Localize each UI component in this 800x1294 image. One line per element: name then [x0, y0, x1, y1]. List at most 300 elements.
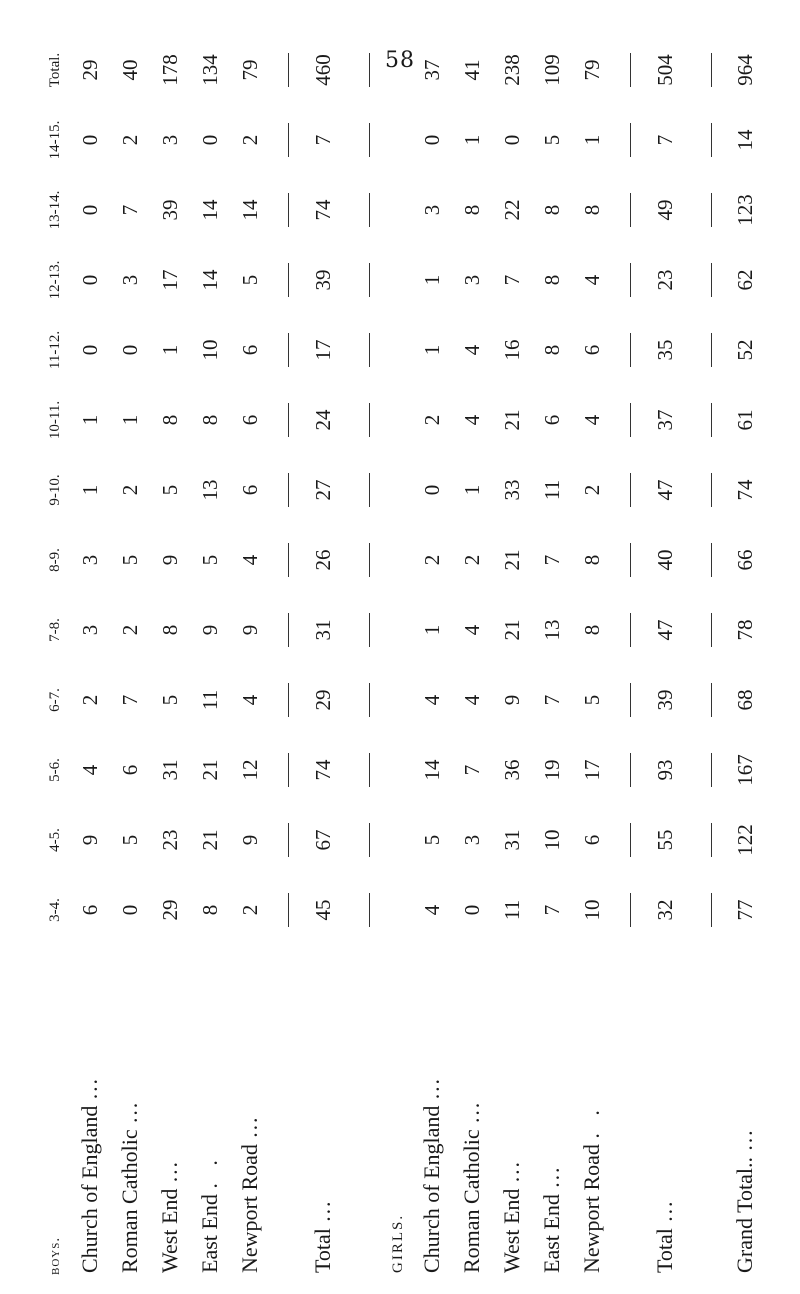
- table-cell: 6: [579, 834, 604, 846]
- header-cell: 9-10.: [46, 474, 63, 506]
- rule-cell: [270, 665, 295, 735]
- table-cell: 460: [310, 54, 335, 86]
- rule-cell: [612, 735, 637, 805]
- table-cell: 21: [197, 759, 222, 781]
- table-cell: 8: [579, 554, 604, 566]
- table-cell: 49: [652, 199, 677, 221]
- table-cell: 41: [459, 59, 484, 81]
- table-cell: 7: [310, 134, 335, 146]
- table-cell: 178: [157, 54, 182, 86]
- table-cell: 1: [77, 414, 102, 426]
- rule-line: [288, 613, 289, 647]
- table-cell: 10: [539, 829, 564, 851]
- table-cell: 6: [237, 414, 262, 426]
- table-cell: 3: [459, 274, 484, 286]
- table-cell: 7: [539, 904, 564, 916]
- rule-cell: [693, 665, 718, 735]
- rule-cell: [270, 525, 295, 595]
- row-label: [492, 945, 532, 1275]
- header-cell: Total.: [46, 52, 63, 88]
- rule-line: [630, 613, 631, 647]
- boys-row: [190, 35, 230, 1275]
- rule-cell: [270, 245, 295, 315]
- rule-cell: [693, 805, 718, 875]
- rule-line: [288, 263, 289, 297]
- table-cell: 31: [157, 759, 182, 781]
- rule-spacer: [612, 945, 637, 1275]
- table-cell: 9: [499, 694, 524, 706]
- total-rule: [351, 35, 376, 1275]
- rule-line: [711, 263, 712, 297]
- row-label-text: Newport Road: [237, 1144, 262, 1273]
- table-cell: 1: [459, 134, 484, 146]
- leader-dots: . .: [579, 1104, 604, 1139]
- table-cell: 17: [310, 339, 335, 361]
- table-cell: 4: [579, 274, 604, 286]
- row-label: [150, 945, 190, 1275]
- table-cell: 52: [732, 339, 757, 361]
- boys-row: [70, 35, 110, 1275]
- rule-line: [711, 333, 712, 367]
- table-cell: 66: [732, 549, 757, 571]
- table-cell: 40: [652, 549, 677, 571]
- table-cell: 3: [419, 204, 444, 216]
- table-cell: 238: [499, 54, 524, 86]
- leader-dots: …: [539, 1160, 564, 1189]
- rule-line: [369, 193, 370, 227]
- header-cell: 5-6.: [46, 758, 63, 782]
- rule-cell: [351, 665, 376, 735]
- table-cell: 13: [539, 619, 564, 641]
- table-cell: 23: [652, 269, 677, 291]
- table-cell: 23: [157, 829, 182, 851]
- table-cell: 504: [652, 54, 677, 86]
- table-cell: 10: [197, 339, 222, 361]
- rotated-table-page: [40, 35, 760, 1275]
- rule-cell: [270, 455, 295, 525]
- total-rule: [270, 35, 295, 1275]
- header-cell: 4-5.: [46, 828, 63, 852]
- table-cell: 6: [77, 904, 102, 916]
- table-cell: 6: [237, 484, 262, 496]
- table-cell: 5: [237, 274, 262, 286]
- table-cell: 8: [539, 204, 564, 216]
- girls-row: [532, 35, 572, 1275]
- rule-cell: [270, 595, 295, 665]
- table-cell: 11: [499, 899, 524, 921]
- row-label-text: East End: [539, 1194, 564, 1273]
- rule-line: [711, 683, 712, 717]
- rule-line: [369, 473, 370, 507]
- table-cell: 67: [310, 829, 335, 851]
- gap-cell: [376, 35, 384, 1275]
- row-label-text: Grand Total..: [732, 1157, 757, 1273]
- table-cell: 62: [732, 269, 757, 291]
- table-cell: 167: [732, 754, 757, 786]
- row-label: [295, 945, 351, 1275]
- table-cell: 1: [117, 414, 142, 426]
- boys-row: [150, 35, 190, 1275]
- leader-dots: …: [77, 1072, 102, 1101]
- table-cell: 79: [237, 59, 262, 81]
- rule-line: [711, 473, 712, 507]
- girls-total-row: [637, 35, 693, 1275]
- table-cell: 47: [652, 479, 677, 501]
- rule-cell: [270, 385, 295, 455]
- table-cell: 6: [237, 344, 262, 356]
- table-cell: 55: [652, 829, 677, 851]
- header-cell: 6-7.: [46, 688, 63, 712]
- rule-cell: [612, 385, 637, 455]
- grand-total-row: [718, 35, 772, 1275]
- section-label-girls: GIRLS.: [389, 1213, 406, 1273]
- rule-line: [630, 263, 631, 297]
- table-cell: 21: [499, 409, 524, 431]
- page-number: 58: [385, 48, 415, 73]
- rule-line: [630, 543, 631, 577]
- rule-line: [288, 123, 289, 157]
- rule-line: [711, 893, 712, 927]
- total-rule: [693, 35, 718, 1275]
- table-cell: 123: [732, 194, 757, 226]
- row-label: [452, 945, 492, 1275]
- rule-cell: [270, 735, 295, 805]
- header-row: [40, 35, 70, 1275]
- table-cell: 2: [77, 694, 102, 706]
- table-cell: 0: [77, 204, 102, 216]
- rule-cell: [612, 595, 637, 665]
- table-cell: 68: [732, 689, 757, 711]
- row-label: [110, 945, 150, 1275]
- table-cell: 74: [310, 199, 335, 221]
- table-cell: 74: [310, 759, 335, 781]
- table-cell: 4: [419, 694, 444, 706]
- table-cell: 2: [237, 904, 262, 916]
- table-cell: 3: [117, 274, 142, 286]
- table-cell: 7: [539, 554, 564, 566]
- rule-line: [369, 263, 370, 297]
- rule-cell: [351, 105, 376, 175]
- table-cell: 0: [419, 484, 444, 496]
- row-label: [572, 945, 612, 1275]
- table-cell: 31: [499, 829, 524, 851]
- table-cell: 2: [419, 554, 444, 566]
- table-cell: 8: [579, 624, 604, 636]
- header-cell: 3-4.: [46, 898, 63, 922]
- table-cell: 32: [652, 899, 677, 921]
- table-cell: 24: [310, 409, 335, 431]
- rule-line: [288, 683, 289, 717]
- table-cell: 27: [310, 479, 335, 501]
- row-label: [412, 945, 452, 1275]
- table-cell: 39: [157, 199, 182, 221]
- table-cell: 79: [579, 59, 604, 81]
- table-cell: 4: [237, 694, 262, 706]
- leader-dots: …: [117, 1095, 142, 1124]
- rule-cell: [612, 525, 637, 595]
- table-cell: 7: [117, 204, 142, 216]
- rule-cell: [693, 735, 718, 805]
- girls-row: [572, 35, 612, 1275]
- table-cell: 7: [652, 134, 677, 146]
- table-cell: 8: [539, 344, 564, 356]
- rule-line: [369, 823, 370, 857]
- rule-line: [711, 543, 712, 577]
- table-cell: 0: [77, 134, 102, 146]
- rule-spacer: [693, 945, 718, 1275]
- row-label: [70, 945, 110, 1275]
- table-cell: 1: [459, 484, 484, 496]
- table-cell: 6: [117, 764, 142, 776]
- rule-cell: [693, 525, 718, 595]
- rule-line: [288, 473, 289, 507]
- rule-cell: [270, 35, 295, 105]
- header-cell: 14-15.: [46, 120, 63, 160]
- rule-cell: [693, 175, 718, 245]
- rule-cell: [351, 525, 376, 595]
- table-cell: 11: [539, 479, 564, 501]
- rule-line: [630, 193, 631, 227]
- rule-cell: [351, 735, 376, 805]
- table-cell: 4: [459, 414, 484, 426]
- table-cell: 8: [197, 414, 222, 426]
- table-cell: 0: [117, 904, 142, 916]
- table-cell: 16: [499, 339, 524, 361]
- header-cell: 11-12.: [46, 330, 63, 370]
- row-label: [718, 945, 772, 1275]
- table-cell: 21: [499, 619, 524, 641]
- rule-line: [369, 893, 370, 927]
- table-cell: 4: [419, 904, 444, 916]
- table-cell: 2: [117, 484, 142, 496]
- rule-spacer: [351, 945, 376, 1275]
- table-cell: 78: [732, 619, 757, 641]
- rule-line: [369, 683, 370, 717]
- rule-line: [369, 403, 370, 437]
- table-cell: 1: [157, 344, 182, 356]
- row-label-text: Total: [310, 1228, 335, 1273]
- table-cell: 14: [237, 199, 262, 221]
- rule-cell: [612, 105, 637, 175]
- row-label-text: Roman Catholic: [117, 1129, 142, 1273]
- table-cell: 31: [310, 619, 335, 641]
- rule-cell: [693, 315, 718, 385]
- table-cell: 45: [310, 899, 335, 921]
- table-cell: 37: [419, 59, 444, 81]
- rule-cell: [693, 245, 718, 315]
- boys-row: [110, 35, 150, 1275]
- row-label: [190, 945, 230, 1275]
- row-label: [637, 945, 693, 1275]
- rule-line: [288, 333, 289, 367]
- table-cell: 77: [732, 899, 757, 921]
- rule-line: [369, 123, 370, 157]
- table-cell: 2: [117, 134, 142, 146]
- table-cell: 9: [237, 624, 262, 636]
- rule-cell: [612, 315, 637, 385]
- table-cell: 21: [499, 549, 524, 571]
- table-cell: 9: [77, 834, 102, 846]
- rule-cell: [270, 875, 295, 945]
- table-cell: 2: [419, 414, 444, 426]
- rule-cell: [351, 805, 376, 875]
- rule-line: [630, 683, 631, 717]
- row-label-text: Church of England: [419, 1105, 444, 1273]
- leader-dots: …: [310, 1194, 335, 1223]
- table-cell: 0: [77, 274, 102, 286]
- row-label-text: Total: [652, 1228, 677, 1273]
- row-label-text: East End: [197, 1194, 222, 1273]
- girls-row: [412, 35, 452, 1275]
- rule-line: [630, 823, 631, 857]
- table-cell: 5: [117, 834, 142, 846]
- section-label-boys: boys.: [46, 1236, 63, 1275]
- leader-dots: …: [499, 1155, 524, 1184]
- table-cell: 14: [197, 199, 222, 221]
- rule-cell: [351, 455, 376, 525]
- rule-line: [288, 53, 289, 87]
- table-cell: 26: [310, 549, 335, 571]
- table-cell: 0: [419, 134, 444, 146]
- table-cell: 3: [77, 554, 102, 566]
- table-cell: 12: [237, 759, 262, 781]
- table-cell: 134: [197, 54, 222, 86]
- rule-line: [630, 53, 631, 87]
- rule-cell: [693, 105, 718, 175]
- leader-dots: …: [237, 1110, 262, 1139]
- rule-line: [630, 333, 631, 367]
- rule-cell: [693, 875, 718, 945]
- row-label-text: Newport Road: [579, 1144, 604, 1273]
- leader-dots: …: [652, 1194, 677, 1223]
- header-cell: 10-11.: [46, 400, 63, 440]
- leader-dots: …: [459, 1095, 484, 1124]
- table-cell: 9: [237, 834, 262, 846]
- table-cell: 1: [419, 344, 444, 356]
- table-cell: 29: [310, 689, 335, 711]
- table-cell: 21: [197, 829, 222, 851]
- rule-line: [630, 753, 631, 787]
- table-cell: 37: [652, 409, 677, 431]
- table-cell: 6: [579, 344, 604, 356]
- rule-cell: [351, 385, 376, 455]
- table-cell: 4: [459, 694, 484, 706]
- table-cell: 0: [499, 134, 524, 146]
- rule-line: [288, 823, 289, 857]
- rule-cell: [351, 175, 376, 245]
- table-cell: 109: [539, 54, 564, 86]
- table-cell: 7: [499, 274, 524, 286]
- rule-line: [369, 613, 370, 647]
- rule-cell: [270, 105, 295, 175]
- rule-line: [369, 753, 370, 787]
- section-heading-girls: [384, 35, 412, 1275]
- rule-line: [288, 403, 289, 437]
- table-cell: 1: [419, 624, 444, 636]
- rule-cell: [270, 175, 295, 245]
- table-cell: 1: [419, 274, 444, 286]
- table-cell: 17: [579, 759, 604, 781]
- leader-dots: …: [732, 1123, 757, 1152]
- table-cell: 33: [499, 479, 524, 501]
- section-gap: [376, 35, 384, 1275]
- table-cell: 2: [237, 134, 262, 146]
- rule-cell: [351, 245, 376, 315]
- table-cell: 14: [419, 759, 444, 781]
- rule-line: [288, 893, 289, 927]
- row-label-text: West End: [499, 1188, 524, 1273]
- rule-line: [369, 333, 370, 367]
- table-cell: 5: [117, 554, 142, 566]
- rule-cell: [351, 875, 376, 945]
- rule-line: [630, 893, 631, 927]
- rule-line: [630, 123, 631, 157]
- rule-line: [630, 403, 631, 437]
- rule-cell: [612, 245, 637, 315]
- table-cell: 4: [459, 624, 484, 636]
- boys-total-row: [295, 35, 351, 1275]
- rule-line: [288, 193, 289, 227]
- table-cell: 61: [732, 409, 757, 431]
- rule-cell: [612, 875, 637, 945]
- rule-line: [369, 543, 370, 577]
- table-cell: 122: [732, 824, 757, 856]
- table-cell: 2: [459, 554, 484, 566]
- rule-cell: [693, 35, 718, 105]
- table-cell: 5: [419, 834, 444, 846]
- row-label-text: Church of England: [77, 1105, 102, 1273]
- header-cell: 8-9.: [46, 548, 63, 572]
- rule-line: [711, 53, 712, 87]
- table-cell: 29: [157, 899, 182, 921]
- table-cell: 5: [157, 484, 182, 496]
- table-cell: 2: [117, 624, 142, 636]
- rule-cell: [270, 315, 295, 385]
- table-cell: 0: [459, 904, 484, 916]
- table-cell: 7: [459, 764, 484, 776]
- table-cell: 14: [732, 129, 757, 151]
- rule-line: [288, 753, 289, 787]
- table-cell: 0: [117, 344, 142, 356]
- table-cell: 47: [652, 619, 677, 641]
- boys-row: [230, 35, 270, 1275]
- rule-line: [711, 753, 712, 787]
- rule-cell: [270, 805, 295, 875]
- table-body: [70, 35, 772, 1275]
- rule-cell: [612, 455, 637, 525]
- table-cell: 7: [539, 694, 564, 706]
- table-cell: 9: [197, 624, 222, 636]
- table-cell: 19: [539, 759, 564, 781]
- table-cell: 22: [499, 199, 524, 221]
- leader-dots: …: [157, 1155, 182, 1184]
- table-cell: 17: [157, 269, 182, 291]
- table-cell: 4: [237, 554, 262, 566]
- table-cell: 8: [197, 904, 222, 916]
- table-cell: 2: [579, 484, 604, 496]
- table-cell: 5: [579, 694, 604, 706]
- table-cell: 4: [77, 764, 102, 776]
- table-cell: 39: [310, 269, 335, 291]
- table-cell: 8: [157, 414, 182, 426]
- leader-dots: . .: [197, 1154, 222, 1189]
- table-cell: 4: [579, 414, 604, 426]
- rule-cell: [612, 35, 637, 105]
- table-cell: 5: [539, 134, 564, 146]
- table-cell: 5: [157, 694, 182, 706]
- table-cell: 13: [197, 479, 222, 501]
- table-cell: 8: [539, 274, 564, 286]
